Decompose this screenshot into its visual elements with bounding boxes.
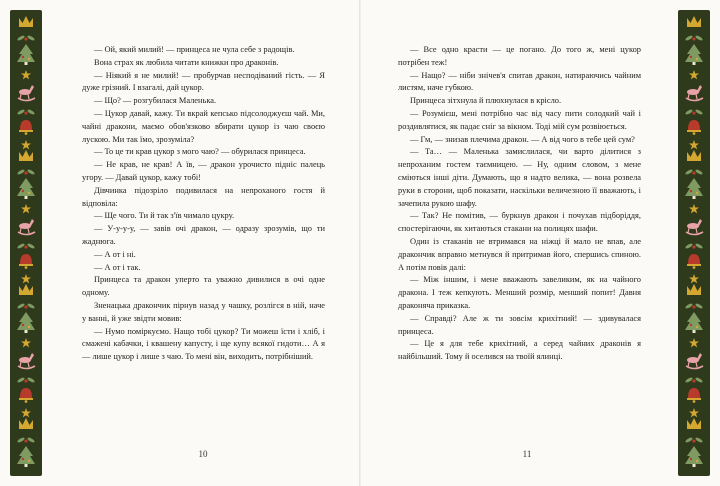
left-ornamental-border	[10, 10, 42, 476]
paragraph: — Гм, — знизав плечима дракон. — А від чого в тебе цей сум?	[410, 134, 635, 144]
christmas-tree-icon	[685, 44, 703, 65]
paragraph: Вона страх як любила читати книжки про драконів.	[94, 57, 279, 67]
left-page-number: 10	[198, 449, 208, 459]
holly-leaves-icon	[685, 243, 704, 250]
rocking-horse-icon	[686, 85, 703, 101]
crown-icon	[19, 16, 33, 27]
left-page-text	[82, 44, 325, 364]
paragraph: — Розумієш, мені потрібно час від часу пити солодкий чай і роздивлятися, як падає сніг за вікном. Тоді мій сум розвіюється.	[398, 108, 641, 131]
paragraph: — У-у-у-у, — завів очі дракон, — одразу зрозумів, що ти жаднюга.	[82, 224, 325, 246]
holly-leaves-icon	[685, 109, 704, 116]
star-icon	[21, 274, 31, 283]
star-icon	[21, 70, 31, 79]
book-gutter	[359, 0, 361, 486]
ornament-bell-icon	[687, 120, 701, 135]
crown-icon	[687, 284, 701, 295]
crown-icon	[687, 150, 701, 161]
paragraph: — Не крав, не крав! А їв, — дракон урочисто підніс палець угору. — Давай цукор, кажу тобі!	[82, 160, 325, 182]
rocking-horse-icon	[686, 353, 703, 369]
star-icon	[689, 140, 699, 149]
rocking-horse-icon	[18, 219, 35, 235]
paragraph: — Нумо поміркуємо. Нащо тобі цукор? Ти можеш їсти і хліб, і смажені кабачки, і квашену капусту, і ще купу всякої гидоти… А я — лише цукор і лише з чаю. То мені він, виходить, потрібніший.	[82, 326, 325, 362]
crown-icon	[19, 418, 33, 429]
ornament-pattern-left	[10, 10, 42, 476]
holly-leaves-icon	[17, 377, 36, 384]
star-icon	[689, 70, 699, 79]
holly-leaves-icon	[17, 437, 36, 444]
ornament-bell-icon	[687, 254, 701, 269]
holly-leaves-icon	[17, 243, 36, 250]
christmas-tree-icon	[17, 446, 35, 467]
right-page-text	[398, 44, 641, 364]
star-icon	[21, 408, 31, 417]
star-icon	[689, 274, 699, 283]
paragraph: Один із стаканів не втримався на ніжці й мало не впав, але дракончик вправно метнувся й притримав його, спершись спиною. А потім повів далі:	[398, 236, 641, 272]
paragraph: — Між іншим, і мене вважають завеликим, як на чайного дракона. І теж кепкують. Менший розмір, менший попит! Давня драконяча приказка.	[398, 275, 641, 310]
christmas-tree-icon	[685, 178, 703, 199]
holly-leaves-icon	[685, 437, 704, 444]
star-icon	[689, 408, 699, 417]
star-icon	[21, 140, 31, 149]
crown-icon	[19, 284, 33, 295]
star-icon	[689, 204, 699, 213]
ornament-bell-icon	[687, 388, 701, 403]
paragraph: Зненацька дракончик пірнув назад у чашку, розлігся в ній, наче у ванні, й уже звідти мовив:	[82, 300, 325, 323]
star-icon	[21, 338, 31, 347]
holly-leaves-icon	[685, 303, 704, 310]
ornament-bell-icon	[19, 388, 33, 403]
paragraph: Принцеса зітхнула й плюхнулася в крісло.	[410, 96, 562, 106]
paragraph: — Ой, який милий! — принцеса не чула себе з радощів.	[94, 45, 295, 54]
ornament-pattern-right	[678, 10, 710, 476]
rocking-horse-icon	[686, 219, 703, 235]
ornament-bell-icon	[19, 120, 33, 135]
paragraph: — Справді? Але ж ти зовсім крихітний! — здивувалася принцеса.	[398, 313, 641, 336]
paragraph: — Так? Не помітив, — буркнув дракон і почухав підборіддя, спостерігаючи, як хитаються стакани на полицях шафи.	[398, 211, 641, 234]
star-icon	[21, 204, 31, 213]
christmas-tree-icon	[17, 44, 35, 65]
right-page-number: 11	[522, 449, 532, 459]
holly-leaves-icon	[17, 35, 36, 42]
christmas-tree-icon	[17, 312, 35, 333]
holly-leaves-icon	[17, 303, 36, 310]
crown-icon	[687, 16, 701, 27]
holly-leaves-icon	[685, 35, 704, 42]
holly-leaves-icon	[17, 109, 36, 116]
paragraph: Дівчинка підозріло подивилася на непроханого гостя й відповіла:	[82, 185, 325, 208]
paragraph: — А от і так.	[94, 262, 141, 272]
paragraph: Принцеса та дракон уперто та уважно дивилися в очі одне одному.	[82, 275, 325, 298]
rocking-horse-icon	[18, 353, 35, 369]
paragraph: — Що? — розгубилася Маленька.	[94, 96, 217, 106]
crown-icon	[687, 418, 701, 429]
paragraph: — Ніякий я не милий! — пробурчав несподіваний гість. — Я дуже грізний. І взагалі, дай цукор.	[82, 70, 325, 93]
paragraph: — Ще чого. Ти й так з'їв чимало цукру.	[94, 211, 235, 221]
holly-leaves-icon	[17, 169, 36, 176]
paragraph: — А от і ні.	[94, 249, 136, 259]
right-ornamental-border	[678, 10, 710, 476]
rocking-horse-icon	[18, 85, 35, 101]
ornament-bell-icon	[19, 254, 33, 269]
paragraph: — Нащо? — ніби знічев'я спитав дракон, натираючись чайним листям, наче губкою.	[398, 70, 641, 93]
paragraph: — Цукор давай, кажу. Ти вкрай кепсько підсолоджуєш чай. Ми, чайні дракони, маємо обов'язково вбирати цукор із чаю своєю лускою. Ми так їмо, зрозуміла?	[82, 108, 325, 144]
christmas-tree-icon	[685, 312, 703, 333]
christmas-tree-icon	[685, 446, 703, 467]
holly-leaves-icon	[685, 169, 704, 176]
paragraph: — То це ти крав цукор з мого чаю? — обурилася принцеса.	[94, 147, 306, 157]
holly-leaves-icon	[685, 377, 704, 384]
star-icon	[689, 338, 699, 347]
paragraph: — Все одно красти — це погано. До того ж, мені цукор потрібен теж!	[398, 45, 641, 67]
crown-icon	[19, 150, 33, 161]
paragraph: — Та… — Маленька замислилася, чи варто ділитися з непроханим гостем таємницею. — Ну, одним словом, з мене сміються інші діти. Думають, що я надто велика, — вона розвела руки в сторони, щоб показати, наскільки величезною її вважають, і зачепила рукою шафу.	[398, 147, 641, 208]
christmas-tree-icon	[17, 178, 35, 199]
paragraph: — Це я для тебе крихітний, а серед чайних драконів я найбільший. Тому й оселився на твоїй ялинці.	[398, 339, 641, 362]
